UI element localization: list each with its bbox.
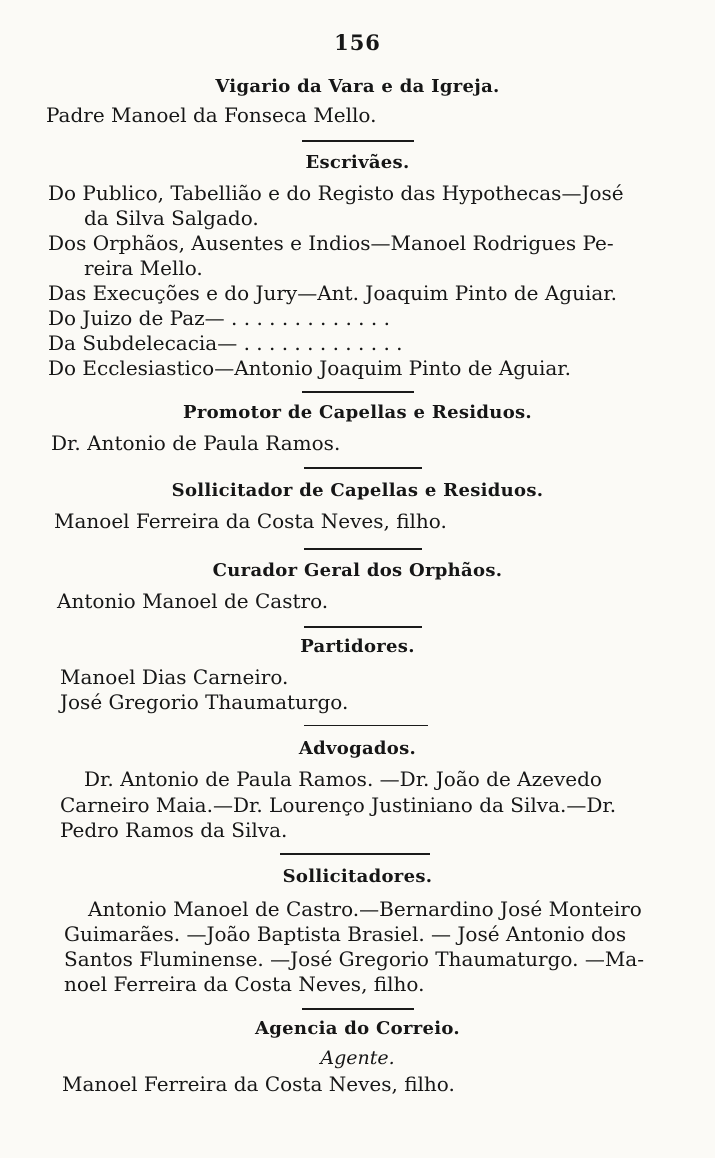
advogados-line-2: Carneiro Maia.—Dr. Lourenço Justiniano da Silva.—Dr. <box>60 793 617 817</box>
escrivaes-line-4: reira Mello. <box>84 256 203 280</box>
sollicitadores-line-4: noel Ferreira da Costa Neves, filho. <box>64 972 425 996</box>
heading-curador: Curador Geral dos Orphãos. <box>212 560 503 581</box>
escrivaes-line-1: Do Publico, Tabellião e do Registo das Hypothecas—José <box>48 181 624 205</box>
sollicitadores-line-1: Antonio Manoel de Castro.—Bernardino José Monteiro <box>88 897 642 921</box>
partidores-line-1: Manoel Dias Carneiro. <box>60 665 289 689</box>
heading-advogados: Advogados. <box>298 738 417 759</box>
advogados-line-3: Pedro Ramos da Silva. <box>60 818 288 842</box>
divider <box>302 140 414 142</box>
escrivaes-line-8: Do Ecclesiastico—Antonio Joaquim Pinto de Aguiar. <box>48 356 571 380</box>
heading-partidores: Partidores. <box>300 636 415 657</box>
divider <box>304 548 422 550</box>
heading-escrivaes: Escrivães. <box>305 152 410 173</box>
divider <box>280 853 430 855</box>
sollicitador-line-1: Manoel Ferreira da Costa Neves, filho. <box>54 509 447 533</box>
escrivaes-line-5: Das Execuções e do Jury—Ant. Joaquim Pinto de Aguiar. <box>48 281 618 305</box>
escrivaes-line-6: Do Juizo de Paz— . . . . . . . . . . . . . <box>48 306 390 330</box>
promotor-line-1: Dr. Antonio de Paula Ramos. <box>51 431 341 455</box>
escrivaes-line-3: Dos Orphãos, Ausentes e Indios—Manoel Rodrigues Pe- <box>48 231 614 255</box>
escrivaes-line-2: da Silva Salgado. <box>84 206 259 230</box>
partidores-line-2: José Gregorio Thaumaturgo. <box>60 690 349 714</box>
correio-line-1: Manoel Ferreira da Costa Neves, filho. <box>62 1072 455 1096</box>
subheading-agente: Agente. <box>320 1047 395 1069</box>
curador-line-1: Antonio Manoel de Castro. <box>57 589 329 613</box>
divider <box>304 626 422 628</box>
page-number: 156 <box>334 30 381 55</box>
heading-vigario: Vigario da Vara e da Igreja. <box>215 76 500 97</box>
advogados-line-1: Dr. Antonio de Paula Ramos. —Dr. João de Azevedo <box>84 767 602 791</box>
divider <box>302 391 414 393</box>
heading-correio: Agencia do Correio. <box>255 1018 460 1039</box>
heading-sollicitador: Sollicitador de Capellas e Residuos. <box>171 480 544 501</box>
vigario-line-1: Padre Manoel da Fonseca Mello. <box>46 103 377 127</box>
escrivaes-line-7: Da Subdelecacia— . . . . . . . . . . . . . <box>48 331 403 355</box>
divider <box>304 467 422 469</box>
heading-promotor: Promotor de Capellas e Residuos. <box>183 402 532 423</box>
divider <box>304 725 428 726</box>
divider <box>302 1008 414 1010</box>
sollicitadores-line-3: Santos Fluminense. —José Gregorio Thaumaturgo. —Ma- <box>64 947 644 971</box>
heading-sollicitadores: Sollicitadores. <box>282 866 433 887</box>
sollicitadores-line-2: Guimarães. —João Baptista Brasiel. — José Antonio dos <box>64 922 627 946</box>
